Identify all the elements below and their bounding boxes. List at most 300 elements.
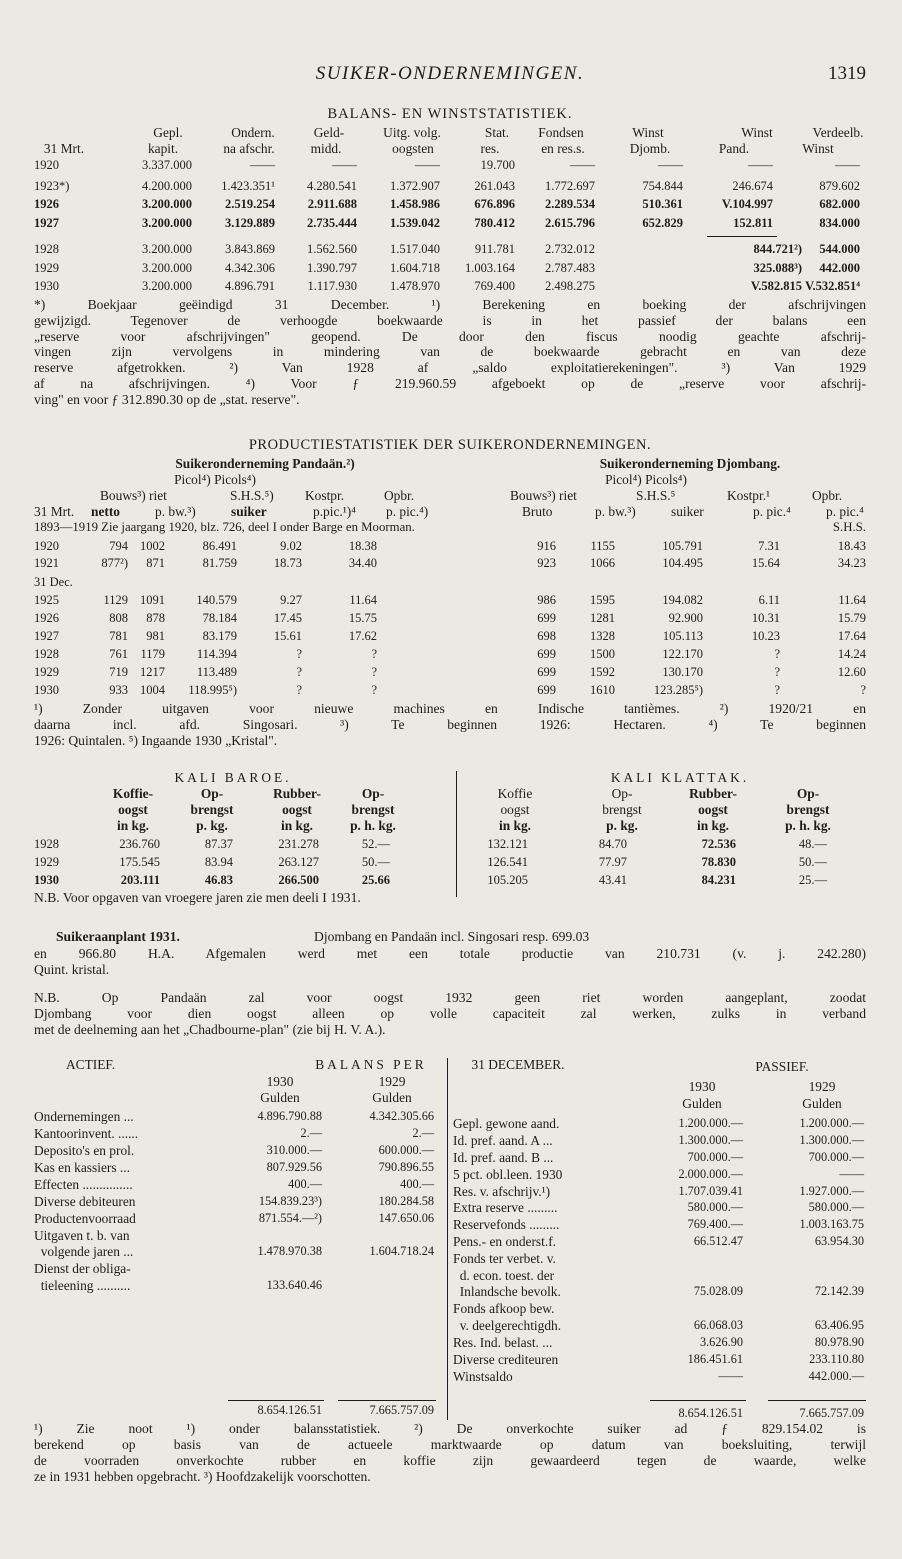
table-cell: 652.829 (642, 216, 683, 230)
table-cell: 510.361 (642, 197, 683, 211)
table-cell: 17.62 (348, 629, 377, 643)
table-cell: 15.79 (837, 611, 866, 625)
actief-item: Kas en kassiers ... (34, 1160, 130, 1175)
table-cell: 48.— (798, 837, 827, 851)
amount-1929: 72.142.39 (814, 1284, 864, 1298)
year-cell: 1927 (34, 216, 59, 230)
table-cell: 11.64 (838, 593, 866, 607)
passief-item: Id. pref. aand. B ... (453, 1150, 554, 1165)
table-cell: 3.200.000 (142, 216, 192, 230)
nb-line: N.B. Voor opgaven van vroegere jaren zie men deeli I 1931. (34, 890, 361, 905)
table-cell: 1155 (590, 539, 615, 553)
passief-item: d. econ. toest. der (453, 1268, 555, 1283)
passief-label: PASSIEF. (755, 1059, 809, 1074)
table-cell: 780.412 (474, 216, 515, 230)
table-cell: 544.000 (819, 242, 860, 256)
table-cell: 3.200.000 (142, 279, 192, 293)
table-cell: 140.579 (196, 593, 237, 607)
table-cell: 18.38 (348, 539, 377, 553)
table-cell: 11.64 (349, 593, 377, 607)
amount-1930: 66.068.03 (693, 1318, 743, 1332)
table-cell: 46.83 (204, 873, 233, 887)
table-cell: 933 (109, 683, 128, 697)
amount-1929: 2.— (412, 1126, 434, 1140)
table-cell: ? (296, 665, 302, 679)
year-cell: 1930 (34, 683, 59, 697)
table-cell: 105.113 (662, 629, 703, 643)
table-cell: 698 (537, 629, 556, 643)
table-cell: 1610 (590, 683, 615, 697)
table-cell: 122.170 (662, 647, 703, 661)
table-cell: 781 (109, 629, 128, 643)
table-cell: 2.519.254 (225, 197, 275, 211)
table-cell: 699 (537, 647, 556, 661)
table-cell: 78.830 (701, 855, 736, 869)
passief-item: Reservefonds ......... (453, 1217, 560, 1232)
column-header: oogst (282, 802, 312, 817)
amount-1929: 4.342.305.66 (369, 1109, 434, 1123)
amount-1930: 1.478.970.38 (257, 1244, 322, 1258)
table-cell: 19.700 (480, 158, 515, 172)
column-header: Kostpr.¹ (727, 488, 771, 503)
table-cell: 152.811 (733, 216, 773, 230)
table-cell: 1.390.797 (307, 261, 357, 275)
table-cell: 844.721²) (753, 242, 802, 256)
column-header: brengst (351, 802, 395, 817)
table-cell: 1.423.351¹ (221, 179, 275, 193)
table-cell: ? (296, 647, 302, 661)
section-subtitle: KALI BAROE. (174, 770, 292, 785)
year-cell: 1929 (34, 855, 59, 869)
running-title: SUIKER-ONDERNEMINGEN. (315, 63, 585, 84)
table-cell: 130.170 (662, 665, 703, 679)
table-cell: 25.— (798, 873, 827, 887)
note-line: 1893—1919 Zie jaargang 1920, blz. 726, deel I onder Barge en Moorman. (34, 520, 415, 534)
year-header: 1930 (688, 1079, 716, 1094)
year-cell: 1930 (34, 279, 59, 293)
actief-item: Uitgaven t. b. van (34, 1228, 130, 1243)
table-cell: —— (835, 158, 860, 172)
footnote-line: 1926: Quintalen. ⁵) Ingaande 1930 „Kristal". (34, 733, 278, 748)
table-cell: ? (774, 647, 780, 661)
column-header: Winst (741, 125, 773, 140)
table-cell: 923 (537, 556, 556, 570)
footnote-line: daarna incl. afd. Singosari. ³) Te beginnen 1926: Hectaren. ⁴) Te beginnen (34, 717, 866, 732)
column-header: en res.s. (541, 141, 585, 156)
table-cell: 6.11 (758, 593, 780, 607)
column-header: Opbr. (812, 488, 843, 503)
table-cell: 1.539.042 (390, 216, 440, 230)
column-header: p. bw.³) (595, 504, 636, 519)
amount-1930: 3.626.90 (699, 1335, 743, 1349)
column-header: p. pic.⁴ (826, 504, 864, 519)
column-header: Koffie (497, 786, 533, 801)
column-header: p. pic.⁴) (386, 504, 429, 519)
table-cell: 10.23 (751, 629, 780, 643)
table-cell: 52.— (361, 837, 390, 851)
column-header: Uitg. volg. (383, 125, 441, 140)
table-cell: 682.000 (819, 197, 860, 211)
table-cell: 911.781 (474, 242, 515, 256)
column-header: in kg. (280, 818, 313, 833)
column-header: res. (480, 141, 500, 156)
passief-item: Inlandsche bevolk. (453, 1284, 561, 1299)
table-cell: 879.602 (819, 179, 860, 193)
column-header: p. bw.³) (155, 504, 196, 519)
column-header: Bruto (522, 504, 553, 519)
table-cell: 18.43 (837, 539, 866, 553)
amount-1930: 871.554.—²) (258, 1211, 322, 1225)
table-cell: —— (658, 158, 683, 172)
paragraph-lead: Suikeraanplant 1931. (56, 929, 180, 944)
table-cell: 263.127 (278, 855, 319, 869)
paragraph-line: Djombang voor dien oogst alleen op volle capaciteit zal werken, zulks in verband (34, 1006, 866, 1021)
column-header: midd. (310, 141, 342, 156)
footnote-line: af na afschrijvingen. ⁴) Voor ƒ 219.960.59 afgeboekt op de „reserve voor afschrij- (34, 376, 866, 391)
table-cell: 83.179 (202, 629, 237, 643)
table-cell: 719 (109, 665, 128, 679)
table-cell: 1.604.718 (390, 261, 440, 275)
table-cell: 25.66 (361, 873, 390, 887)
amount-1929: 400.— (400, 1177, 434, 1191)
table-cell: 113.489 (196, 665, 237, 679)
amount-1930: 1.707.039.41 (678, 1184, 743, 1198)
total-1929: 7.665.757.09 (799, 1406, 864, 1420)
table-cell: 4.200.000 (142, 179, 192, 193)
column-header: Gepl. (153, 125, 183, 140)
year-cell: 1920 (34, 158, 59, 172)
column-header: oogst (500, 802, 530, 817)
column-header: Rubber- (273, 786, 321, 801)
column-header: 31 Mrt. (43, 141, 85, 156)
table-cell: 105.791 (662, 539, 703, 553)
table-cell: 3.200.000 (142, 261, 192, 275)
amount-1929: 1.003.163.75 (799, 1217, 864, 1231)
total-1930: 8.654.126.51 (257, 1403, 322, 1417)
paragraph-line: Quint. kristal. (34, 962, 110, 977)
passief-item: Winstsaldo (453, 1369, 513, 1384)
table-cell: 3.200.000 (142, 197, 192, 211)
footnote-line: vingen zijn vervolgens in mindering van de boekwaarde gebracht en van deze (34, 344, 866, 360)
table-cell: 81.759 (202, 556, 237, 570)
year-cell: 1923*) (34, 179, 70, 193)
actief-item: Ondernemingen ... (34, 1109, 134, 1124)
running-header (34, 64, 866, 86)
year-cell: 1920 (34, 539, 59, 553)
table-cell: 87.37 (204, 837, 233, 851)
amount-1929: 1.604.718.24 (369, 1244, 434, 1258)
total-rule (228, 1400, 324, 1401)
table-cell: 126.541 (487, 855, 528, 869)
table-cell: 194.082 (662, 593, 703, 607)
amount-1930: 4.896.790.88 (257, 1109, 322, 1123)
unit-header: Gulden (682, 1096, 722, 1111)
table-cell: 1.372.907 (390, 179, 440, 193)
table-cell: ? (860, 683, 866, 697)
table-cell: 3.843.869 (225, 242, 275, 256)
year-header: 1930 (266, 1074, 294, 1089)
actief-item: volgende jaren ... (34, 1244, 134, 1259)
actief-item: Effecten ............... (34, 1177, 133, 1192)
footnote-line: *) Boekjaar geëindigd 31 December. ¹) Berekening en boeking der afschrijvingen (34, 297, 866, 312)
paragraph-line: N.B. Op Pandaän zal voor oogst 1932 geen riet worden aangeplant, zoodat (34, 990, 866, 1005)
table-cell: 10.31 (751, 611, 780, 625)
table-cell: 50.— (361, 855, 390, 869)
table-cell: 9.27 (280, 593, 302, 607)
table-cell: 1004 (140, 683, 165, 697)
year-cell: 1925 (34, 593, 59, 607)
column-header: Op- (200, 786, 224, 801)
table-cell: 871 (146, 556, 165, 570)
amount-1930: 154.839.23³) (258, 1194, 322, 1208)
table-cell: ? (774, 683, 780, 697)
column-header: Rubber- (689, 786, 737, 801)
table-cell: 3.129.889 (225, 216, 275, 230)
table-cell: 18.73 (273, 556, 302, 570)
table-cell: 1002 (140, 539, 165, 553)
table-cell: 175.545 (119, 855, 160, 869)
table-cell: 1281 (590, 611, 615, 625)
table-cell: 7.31 (758, 539, 780, 553)
amount-1929: 80.978.90 (814, 1335, 864, 1349)
table-cell: 15.61 (273, 629, 302, 643)
amount-1930: 769.400.— (687, 1217, 743, 1231)
table-cell: —— (332, 158, 357, 172)
column-header: oogsten (392, 141, 434, 156)
amount-1930: 310.000.— (266, 1143, 322, 1157)
footnote-line: de voorraden onverkochte rubber en koffie zijn gewaardeerd tegen de waarde, welke (34, 1453, 866, 1468)
table-cell: 761 (109, 647, 128, 661)
amount-1929: 700.000.— (808, 1150, 864, 1164)
total-rule (338, 1400, 436, 1401)
column-header: in kg. (498, 818, 531, 833)
year-cell: 1928 (34, 647, 59, 661)
balance-title: BALANS PER (315, 1057, 427, 1072)
table-cell: 1.117.930 (307, 279, 357, 293)
column-header: suiker (231, 504, 267, 519)
amount-1929: 1.927.000.— (799, 1184, 864, 1198)
table-cell: 72.536 (701, 837, 736, 851)
table-cell: 754.844 (642, 179, 683, 193)
column-header: Bouws³) riet (510, 488, 577, 503)
amount-1930: 133.640.46 (266, 1278, 322, 1292)
amount-1930: 75.028.09 (693, 1284, 743, 1298)
table-cell: 43.41 (598, 873, 627, 887)
passief-item: Pens.- en onderst.f. (453, 1234, 557, 1249)
passief-item: Extra reserve ......... (453, 1200, 558, 1215)
year-cell: 1921 (34, 556, 59, 570)
amount-1929: 600.000.— (378, 1143, 434, 1157)
passief-item: Fonds afkoop bew. (453, 1301, 555, 1316)
passief-item: 5 pct. obl.leen. 1930 (453, 1167, 563, 1182)
note-line: S.H.S. (832, 520, 866, 534)
table-cell: V.104.997 (721, 197, 773, 211)
column-header: Stat. (484, 125, 510, 140)
table-cell: 132.121 (487, 837, 528, 851)
paragraph-line: met de deelneming aan het „Chadbourne-plan" (zie bij H. V. A.). (34, 1022, 386, 1037)
table-cell: 325.088³) (753, 261, 802, 275)
actief-item: Dienst der obliga- (34, 1261, 131, 1276)
productie-title: PRODUCTIESTATISTIEK DER SUIKERONDERNEMINGEN. (248, 437, 652, 453)
brace-line (707, 236, 777, 237)
year-cell: 1928 (34, 242, 59, 256)
table-cell: 2.615.796 (545, 216, 595, 230)
table-cell: ? (371, 665, 377, 679)
column-header: brengst (190, 802, 234, 817)
amount-1930: 580.000.— (687, 1200, 743, 1214)
table-cell: 699 (537, 611, 556, 625)
paragraph-line: en 966.80 H.A. Afgemalen werd met een totale productie van 210.731 (v. j. 242.280) (34, 946, 866, 961)
passief-item: v. deelgerechtigdh. (453, 1318, 562, 1333)
column-header: p. h. kg. (350, 818, 396, 833)
table-cell: 261.043 (474, 179, 515, 193)
column-header: suiker (671, 504, 704, 519)
table-cell: 14.24 (837, 647, 866, 661)
table-cell: 105.205 (487, 873, 528, 887)
actief-item: Diverse debiteuren (34, 1194, 136, 1209)
column-header: p. pic.⁴ (753, 504, 791, 519)
column-header: na afschr. (223, 141, 275, 156)
table-cell: 231.278 (278, 837, 319, 851)
table-cell: 15.64 (751, 556, 780, 570)
table-cell: 1066 (590, 556, 615, 570)
column-header: Winst (802, 141, 834, 156)
column-header: Picol⁴) Picols⁴) (605, 472, 687, 487)
section-subtitle: KALI KLATTAK. (610, 770, 750, 785)
table-cell: 203.111 (120, 873, 160, 887)
year-cell: 31 Dec. (34, 575, 73, 589)
table-cell: 878 (146, 611, 165, 625)
amount-1929: —— (839, 1167, 864, 1181)
table-cell: 17.45 (273, 611, 302, 625)
table-cell: ? (371, 647, 377, 661)
page-number: 1319 (828, 63, 866, 84)
table-cell: 1.772.697 (545, 179, 595, 193)
table-cell: 1595 (590, 593, 615, 607)
amount-1929: 63.954.30 (814, 1234, 864, 1248)
amount-1930: —— (718, 1369, 743, 1383)
amount-1929: 233.110.80 (809, 1352, 864, 1366)
table-cell: 769.400 (474, 279, 515, 293)
footnote-line: ze in 1931 hebben opgebracht. ³) Hoofdzakelijk voorschotten. (34, 1469, 371, 1484)
table-cell: 50.— (798, 855, 827, 869)
column-header: Bouws³) riet (100, 488, 167, 503)
table-cell: 676.896 (474, 197, 515, 211)
column-header: p. kg. (606, 818, 638, 833)
column-divider (447, 1058, 448, 1420)
table-cell: 86.491 (202, 539, 237, 553)
year-header: 1929 (378, 1074, 406, 1089)
table-cell: ? (371, 683, 377, 697)
table-cell: 118.995⁵) (188, 683, 237, 697)
year-header: 1929 (808, 1079, 836, 1094)
year-cell: 1928 (34, 837, 59, 851)
table-cell: 84.70 (598, 837, 627, 851)
column-header: p. h. kg. (785, 818, 831, 833)
column-header: p.pic.¹)⁴ (313, 504, 356, 519)
unit-header: Gulden (372, 1090, 412, 1105)
column-header: Djomb. (629, 141, 671, 156)
table-cell: 1328 (590, 629, 615, 643)
table-cell: 1500 (590, 647, 615, 661)
table-cell: 442.000 (819, 261, 860, 275)
table-cell: 1091 (140, 593, 165, 607)
paragraph-line: Djombang en Pandaän incl. Singosari resp. 699.03 (314, 929, 590, 944)
table-cell: 699 (537, 665, 556, 679)
table-cell: 77.97 (598, 855, 627, 869)
actief-item: tieleening .......... (34, 1278, 131, 1293)
actief-item: Deposito's en prol. (34, 1143, 135, 1158)
total-rule (768, 1400, 866, 1401)
footnote-line: „reserve voor afschrijvingen" geopend. De door den fiscus noodig geachte afschrij- (34, 328, 866, 344)
table-cell: 17.64 (837, 629, 866, 643)
table-cell: 4.280.541 (307, 179, 357, 193)
table-cell: 2.498.275 (545, 279, 595, 293)
column-header: Geld- (313, 125, 345, 140)
table-cell: 12.60 (837, 665, 866, 679)
table-cell: ? (774, 665, 780, 679)
table-cell: 3.200.000 (142, 242, 192, 256)
amount-1930: 1.200.000.— (678, 1116, 743, 1130)
footnote-line: berekend op basis van de actueele marktwaarde op datum van boeksluiting, terwijl (34, 1437, 866, 1452)
amount-1930: 2.000.000.— (678, 1167, 743, 1181)
unit-header: Gulden (260, 1090, 300, 1105)
actief-item: Kantoorinvent. ...... (34, 1126, 139, 1141)
passief-item: Gepl. gewone aand. (453, 1116, 560, 1131)
table-cell: 266.500 (278, 873, 319, 887)
table-cell: ? (296, 683, 302, 697)
year-cell: 1930 (34, 873, 59, 887)
footnote-line: ¹) Zie noot ¹) onder balansstatistiek. ²) De onverkochte suiker ad ƒ 829.154.02 is (34, 1421, 866, 1436)
table-cell: 1592 (590, 665, 615, 679)
total-1929: 7.665.757.09 (369, 1403, 434, 1417)
amount-1929: 1.200.000.— (799, 1116, 864, 1130)
column-header: Picol⁴) Picols⁴) (174, 472, 256, 487)
table-cell: 92.900 (668, 611, 703, 625)
amount-1930: 2.— (300, 1126, 322, 1140)
table-cell: 4.342.306 (225, 261, 275, 275)
actief-item: Productenvoorraad (34, 1211, 136, 1226)
amount-1930: 186.451.61 (687, 1352, 743, 1366)
table-cell: V.582.815 (750, 279, 802, 293)
section-subtitle: Suikeronderneming Djombang. (599, 456, 781, 471)
column-header: Ondern. (231, 125, 275, 140)
column-header: oogst (118, 802, 148, 817)
table-cell: 34.40 (348, 556, 377, 570)
table-cell: 1.517.040 (390, 242, 440, 256)
passief-item: Diverse crediteuren (453, 1352, 559, 1367)
amount-1929: 147.650.06 (378, 1211, 434, 1225)
table-cell: 1.562.560 (307, 242, 357, 256)
table-cell: 104.495 (662, 556, 703, 570)
column-header: Winst (632, 125, 664, 140)
balance-title: 31 DECEMBER. (471, 1057, 565, 1072)
passief-item: Res. v. afschrijv.¹) (453, 1184, 551, 1199)
table-cell: 2.732.012 (545, 242, 595, 256)
column-header: oogst (698, 802, 728, 817)
table-cell: 2.735.444 (307, 216, 357, 230)
column-header: netto (91, 504, 121, 519)
balans-title: BALANS- EN WINSTSTATISTIEK. (327, 106, 573, 122)
footnote-line: gewijzigd. Tegenover de verhoogde boekwaarde is in het passief der balans een (34, 312, 866, 328)
amount-1929: 63.406.95 (814, 1318, 864, 1332)
column-header: brengst (602, 802, 642, 817)
column-header: Koffie- (112, 786, 154, 801)
table-cell: 808 (109, 611, 128, 625)
table-cell: 1179 (140, 647, 165, 661)
table-cell: —— (415, 158, 440, 172)
column-header: Op- (611, 786, 633, 801)
